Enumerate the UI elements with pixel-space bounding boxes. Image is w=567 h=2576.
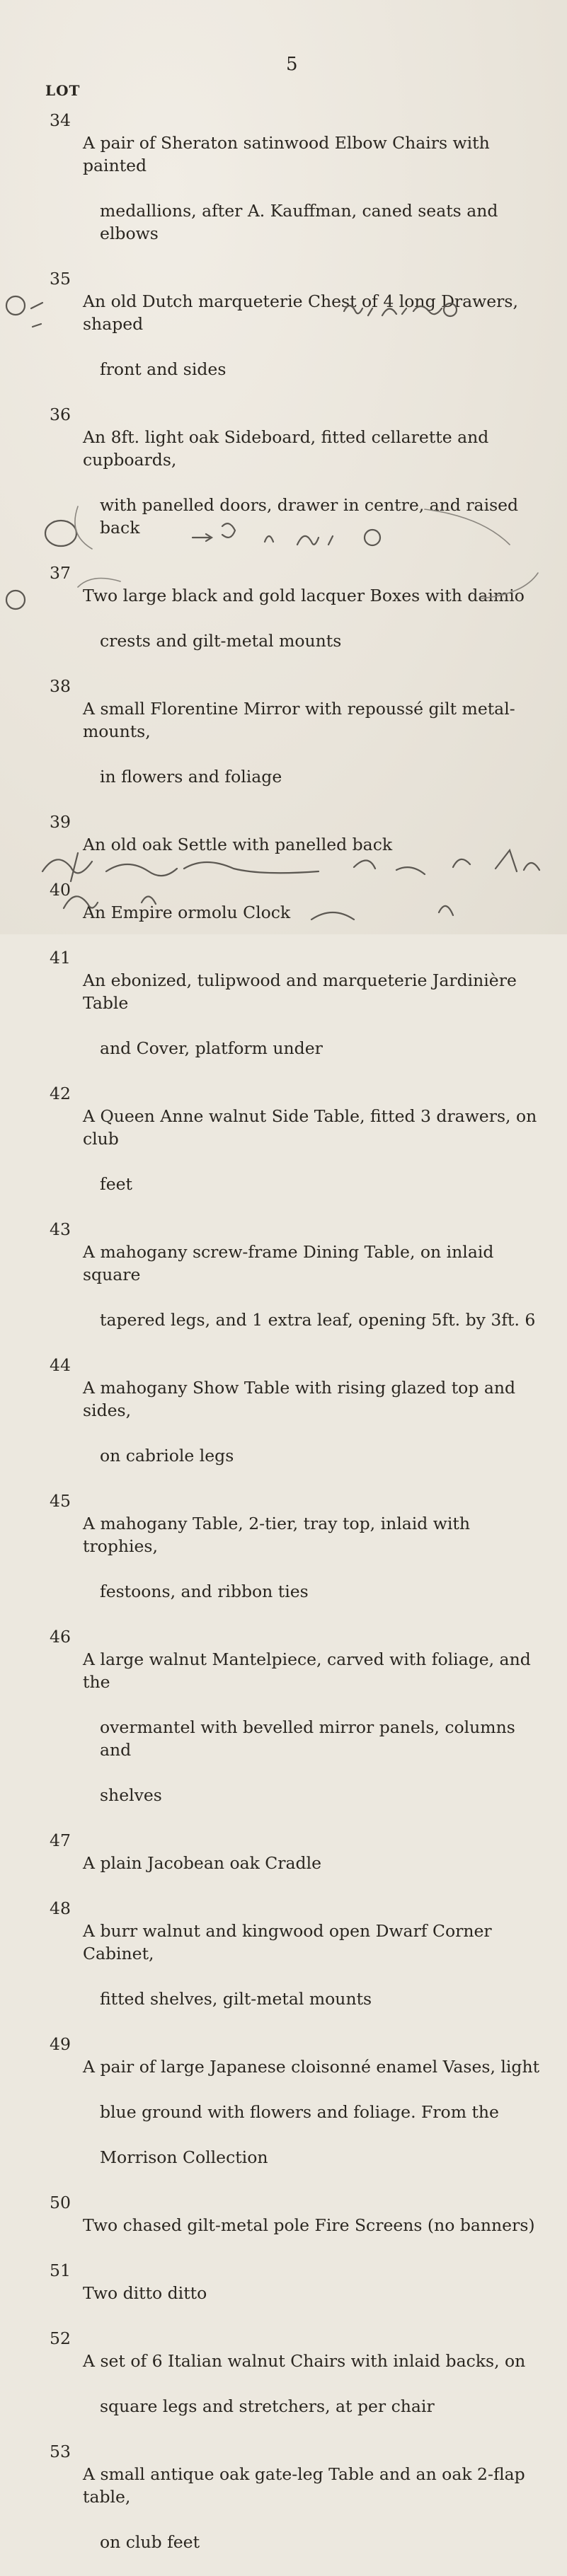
lot-number: 39 [50, 812, 71, 832]
lot-description [83, 878, 550, 946]
lot-description-line: on cabriole legs [100, 1446, 234, 1466]
lot-description [83, 1490, 550, 1625]
lot-number: 45 [50, 1491, 71, 1511]
lot-number: 36 [50, 405, 71, 424]
lot-item [0, 1354, 567, 1490]
lot-description [83, 403, 550, 562]
lot-description-line: A set of 6 Italian walnut Chairs with inlaid backs, on [83, 2351, 526, 2371]
lot-description-line: overmantel with bevelled mirror panels, columns and [100, 1717, 515, 1760]
lot-description-line: in flowers and foliage [100, 767, 282, 787]
lot-item [0, 1897, 567, 2033]
lot-number: 34 [50, 110, 71, 130]
lot-description-line: An 8ft. light oak Sideboard, fitted cellarette and cupboards, [83, 427, 489, 470]
lot-description-line: Two ditto ditto [83, 2283, 207, 2303]
lot-number: 46 [50, 1627, 71, 1647]
lot-description-line: on club feet [100, 2532, 200, 2552]
lot-description [83, 1082, 550, 1218]
lot-description-line: medallions, after A. Kauffman, caned seats and elbows [100, 201, 498, 243]
lot-description-line: blue ground with flowers and foliage. From the [100, 2102, 499, 2122]
lot-description [83, 1625, 550, 1829]
lot-description-line: shelves [100, 1785, 162, 1805]
lot-description-line: An ebonized, tulipwood and marqueterie Jardinière Table [83, 970, 517, 1013]
lot-item [0, 109, 567, 267]
lot-item [0, 2259, 567, 2327]
lot-description [83, 2033, 550, 2191]
lot-description-line: front and sides [100, 359, 227, 379]
lot-description-line: A Queen Anne walnut Side Table, fitted 3 drawers, on club [83, 1106, 537, 1149]
lot-description [83, 1897, 550, 2033]
lot-item [0, 267, 567, 403]
lot-item [0, 2033, 567, 2191]
lot-description-line: An Empire ormolu Clock [83, 903, 291, 922]
lot-number: 35 [50, 269, 71, 289]
lot-item [0, 675, 567, 811]
lot-item [0, 1490, 567, 1625]
lot-number: 42 [50, 1084, 71, 1103]
lot-number: 47 [50, 1831, 71, 1850]
lot-number: 41 [50, 948, 71, 968]
lot-description-line: tapered legs, and 1 extra leaf, opening 5ft. by 3ft. 6 [100, 1310, 536, 1330]
lot-description-line: A small Florentine Mirror with repoussé gilt metal-mounts, [83, 699, 515, 741]
lot-description-line: with panelled doors, drawer in centre, and raised back [100, 495, 519, 538]
lot-description-line: An old oak Settle with panelled back [83, 835, 393, 854]
lot-description-line: fitted shelves, gilt-metal mounts [100, 1989, 372, 2009]
lot-description-line: Two chased gilt-metal pole Fire Screens (no banners) [83, 2215, 535, 2235]
lot-description-line: An old Dutch marqueterie Chest of 4 long Drawers, shaped [83, 291, 518, 334]
lot-item [0, 811, 567, 878]
lot-column-heading: LOT [45, 82, 81, 99]
lot-description-line: Morrison Collection [100, 2147, 268, 2167]
lot-list [0, 109, 567, 2576]
lot-description-line: A burr walnut and kingwood open Dwarf Corner Cabinet, [83, 1921, 492, 1963]
lot-description [83, 1218, 550, 1354]
lot-description-line: A large walnut Mantelpiece, carved with foliage, and the [83, 1649, 531, 1692]
lot-number: 52 [50, 2328, 71, 2348]
lot-description-line: A mahogany Table, 2-tier, tray top, inlaid with trophies, [83, 1514, 470, 1556]
lot-number: 49 [50, 2034, 71, 2054]
lot-item [0, 2440, 567, 2576]
lot-description [83, 1354, 550, 1490]
lot-description-line: A plain Jacobean oak Cradle [83, 1853, 321, 1873]
lot-number: 53 [50, 2442, 71, 2461]
lot-description [83, 946, 550, 1082]
lot-item [0, 1625, 567, 1829]
lot-number: 43 [50, 1219, 71, 1239]
lot-description [83, 2440, 550, 2576]
lot-description [83, 562, 550, 675]
lot-item [0, 2327, 567, 2440]
lot-description [83, 109, 550, 267]
lot-item [0, 946, 567, 1082]
lot-description-line: A pair of large Japanese cloisonné enamel Vases, light [83, 2057, 540, 2077]
lot-item [0, 1082, 567, 1218]
lot-description-line: crests and gilt-metal mounts [100, 631, 342, 651]
lot-description-line: festoons, and ribbon ties [100, 1582, 309, 1601]
lot-number: 48 [50, 1898, 71, 1918]
lot-number: 37 [50, 563, 71, 583]
lot-description-line: A pair of Sheraton satinwood Elbow Chairs with painted [83, 133, 490, 175]
lot-item [0, 1218, 567, 1354]
lot-number: 51 [50, 2261, 71, 2280]
lot-number: 40 [50, 880, 71, 900]
lot-description-line: A mahogany Show Table with rising glazed top and sides, [83, 1378, 516, 1420]
lot-description-line: A small antique oak gate-leg Table and an oak 2-flap table, [83, 2464, 525, 2507]
lot-description [83, 2327, 550, 2440]
lot-number: 38 [50, 676, 71, 696]
lot-item [0, 1829, 567, 1897]
lot-item [0, 562, 567, 675]
lot-description-line: square legs and stretchers, at per chair [100, 2396, 435, 2416]
lot-item [0, 2191, 567, 2259]
page-number: 5 [286, 54, 298, 75]
lot-description-line: A mahogany screw-frame Dining Table, on inlaid square [83, 1242, 494, 1284]
lot-description [83, 2259, 550, 2327]
lot-description [83, 2191, 550, 2259]
lot-description [83, 675, 550, 811]
lot-description [83, 267, 550, 403]
lot-description [83, 1829, 550, 1897]
lot-description-line: feet [100, 1174, 132, 1194]
lot-description [83, 811, 550, 878]
lot-number: 44 [50, 1355, 71, 1375]
lot-item [0, 403, 567, 562]
lot-item [0, 878, 567, 946]
lot-description-line: and Cover, platform under [100, 1038, 323, 1058]
lot-number: 50 [50, 2193, 71, 2212]
lot-description-line: Two large black and gold lacquer Boxes with daimio [83, 586, 525, 605]
